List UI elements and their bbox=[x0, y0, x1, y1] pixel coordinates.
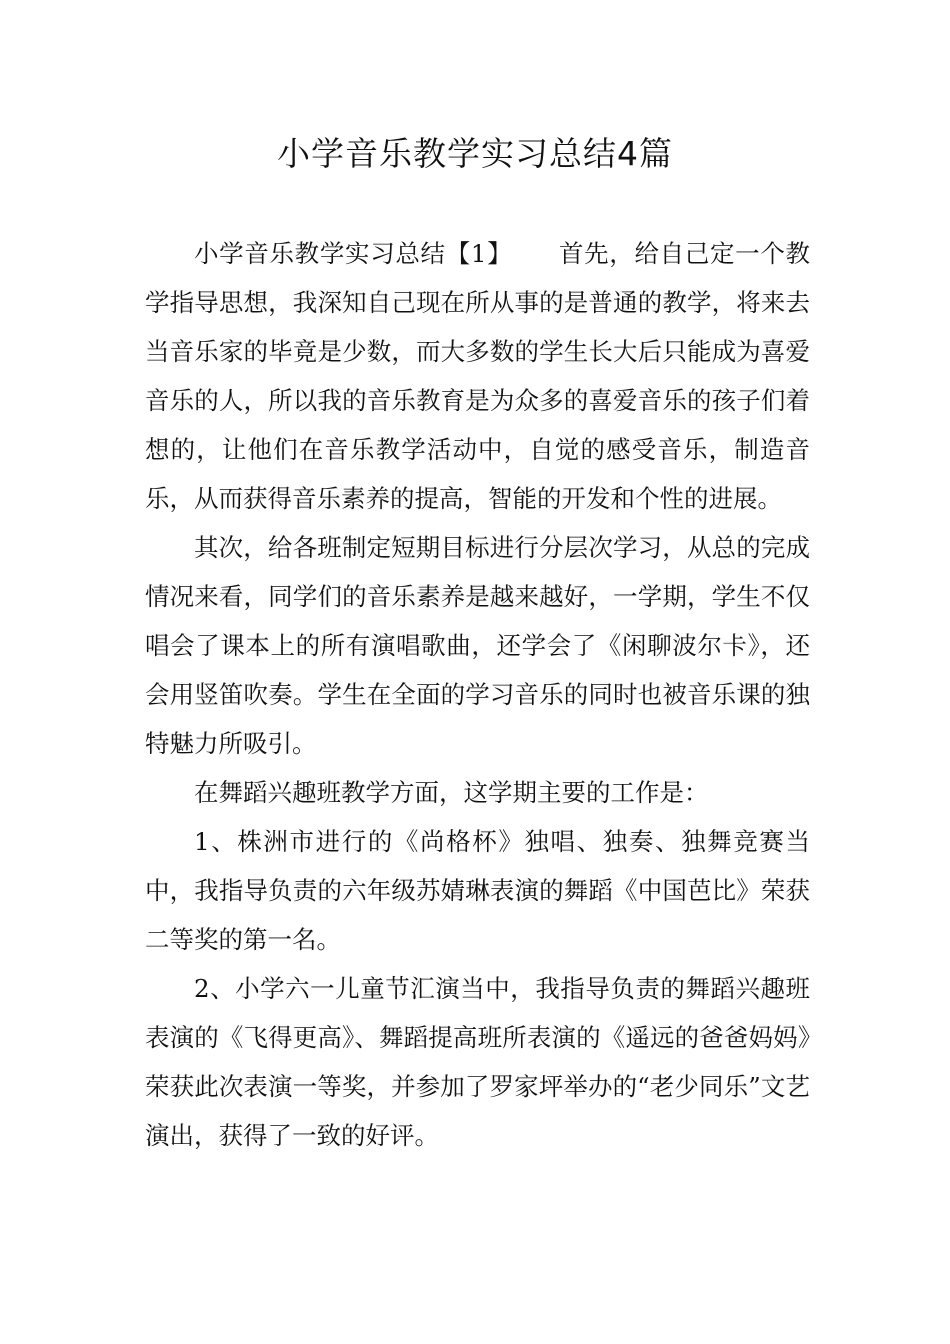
paragraph-1 bbox=[145, 229, 810, 523]
document-body bbox=[145, 229, 810, 1160]
paragraph-4: 1、株洲市进行的《尚格杯》独唱、独奏、独舞竞赛当中，我指导负责的六年级苏婧琳表演的舞蹈《中国芭比》荣获二等奖的第一名。 bbox=[145, 827, 810, 954]
paragraph-1-text: 首先，给自己定一个教学指导思想，我深知自己现在所从事的是普通的教学，将来去当音乐家的毕竟是少数，而大多数的学生长大后只能成为喜爱音乐的人，所以我的音乐教育是为众多的喜爱音乐的孩子们着想的，让他们在音乐教学活动中，自觉的感受音乐，制造音乐，从而获得音乐素养的提高，智能的开发和个性的进展。 bbox=[145, 239, 810, 513]
paragraph-2: 其次，给各班制定短期目标进行分层次学习，从总的完成情况来看，同学们的音乐素养是越来越好，一学期，学生不仅唱会了课本上的所有演唱歌曲，还学会了《闲聊波尔卡》，还会用竖笛吹奏。学生在全面的学习音乐的同时也被音乐课的独特魅力所吸引。 bbox=[145, 533, 810, 758]
paragraph-3: 在舞蹈兴趣班教学方面，这学期主要的工作是： bbox=[194, 778, 709, 807]
paragraph-5: 2、小学六一儿童节汇演当中，我指导负责的舞蹈兴趣班表演的《飞得更高》、舞蹈提高班所表演的《遥远的爸爸妈妈》荣获此次表演一等奖，并参加了罗家坪举办的“老少同乐”文艺演出，获得了一致的好评。 bbox=[145, 974, 810, 1150]
document-title: 小学音乐教学实习总结4篇 bbox=[277, 134, 673, 173]
section-heading: 小学音乐教学实习总结【1】 bbox=[194, 239, 513, 268]
